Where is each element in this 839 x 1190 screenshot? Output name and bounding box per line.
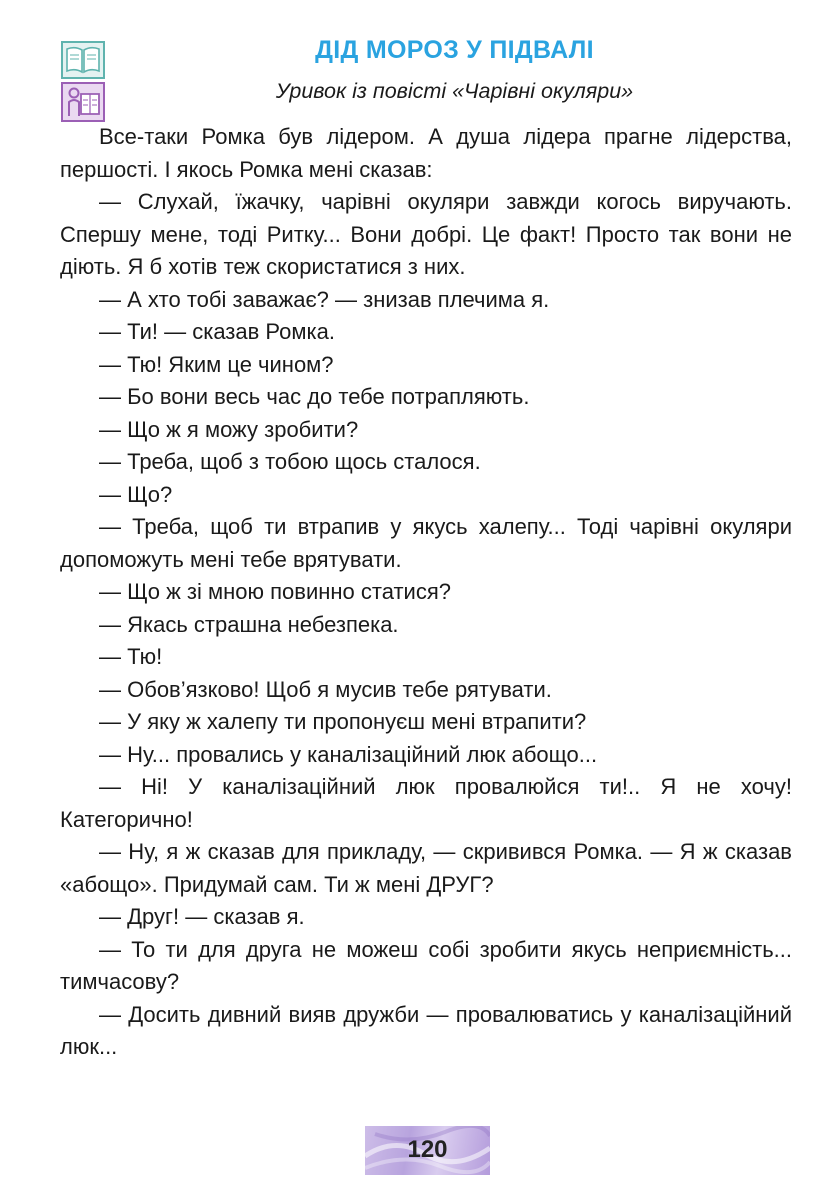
paragraph: — Якась страшна небезпека. xyxy=(99,611,399,637)
page-title: ДІД МОРОЗ У ПІДВАЛІ xyxy=(315,36,594,64)
story-text xyxy=(60,121,792,1064)
paragraph: — А хто тобі заважає? — знизав плечима я. xyxy=(99,286,550,312)
open-book-icon xyxy=(61,41,105,79)
reading-person-icon xyxy=(61,82,105,122)
paragraph: — Тю! xyxy=(99,644,163,669)
paragraph: — Слухай, їжачку, чарівні окуляри завжди когось виручають. Спершу мене, тоді Ритку... Вони добрі. Це факт! Просто так вони не діють. Я б хотів теж скористатися з них. xyxy=(60,189,792,279)
paragraph: — Треба, щоб з тобою щось сталося. xyxy=(99,449,481,474)
paragraph: Все-таки Ромка був лідером. А душа лідера прагне лідерства, першості. І якось Ромка мені сказав: xyxy=(60,124,792,182)
paragraph: — Ти! — сказав Ромка. xyxy=(99,319,335,344)
paragraph: — Треба, щоб ти втрапив у якусь халепу... Тоді чарівні окуляри допоможуть мені тебе врятувати. xyxy=(60,514,792,572)
paragraph: — Що? xyxy=(99,481,173,507)
paragraph: — Ну... провались у каналізаційний люк абощо... xyxy=(99,741,598,767)
page-subtitle: Уривок із повісті «Чарівні окуляри» xyxy=(275,79,634,103)
paragraph: — Друг! — сказав я. xyxy=(99,904,305,929)
paragraph: — То ти для друга не можеш собі зробити якусь неприємність... тимчасову? xyxy=(60,936,792,994)
paragraph: — Бо вони весь час до тебе потрапляють. xyxy=(99,384,530,409)
paragraph: — Ні! У каналізаційний люк провалюйся ти!.. Я не хочу! Категорично! xyxy=(60,774,792,832)
paragraph: — Що ж зі мною повинно статися? xyxy=(99,579,451,604)
paragraph: — Ну, я ж сказав для прикладу, — скривився Ромка. — Я ж сказав «абощо». Придумай сам. Ти ж мені ДРУГ? xyxy=(60,839,792,897)
paragraph: — Досить дивний вияв дружби — провалюватись у каналізаційний люк... xyxy=(60,1001,792,1059)
paragraph: — Що ж я можу зробити? xyxy=(99,416,359,442)
paragraph: — У яку ж халепу ти пропонуєш мені втрапити? xyxy=(99,709,587,734)
paragraph: — Тю! Яким це чином? xyxy=(99,351,334,377)
page-number-badge xyxy=(365,1126,490,1175)
page-number: 120 xyxy=(407,1136,448,1163)
paragraph: — Обов’язково! Щоб я мусив тебе рятувати. xyxy=(99,676,552,702)
